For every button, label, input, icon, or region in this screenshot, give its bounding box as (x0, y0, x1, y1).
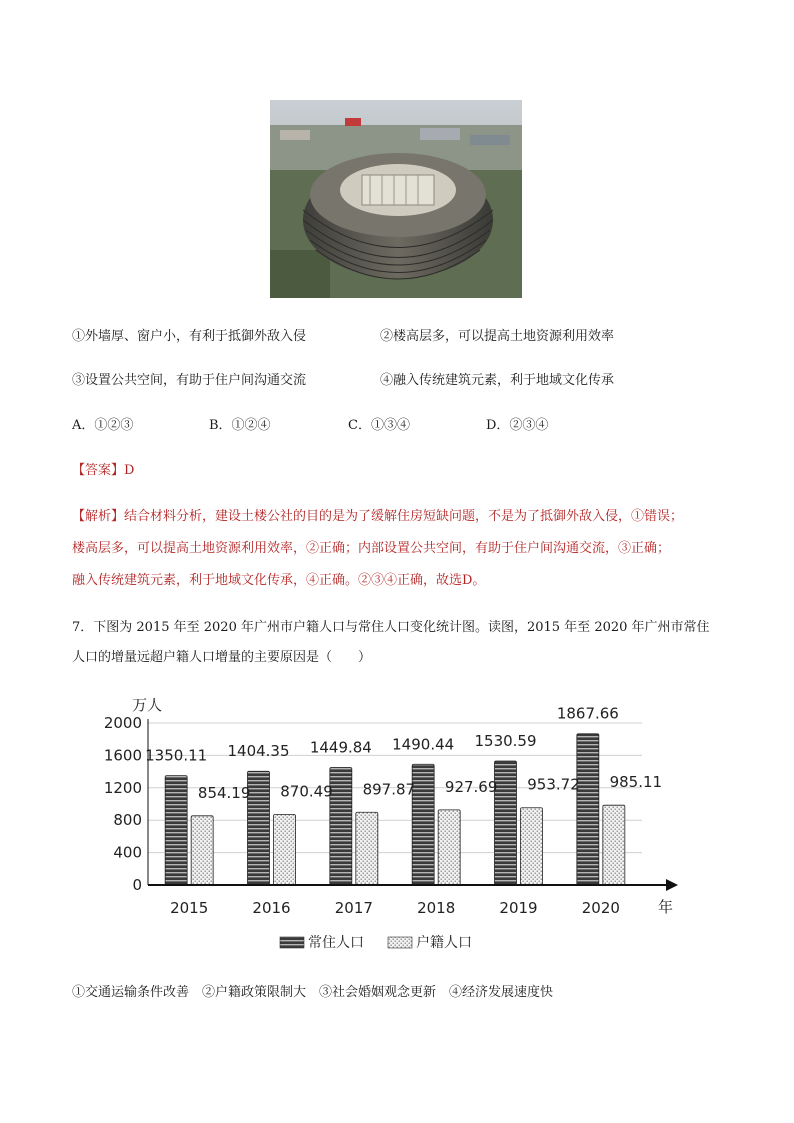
data-label-resident: 1490.44 (392, 735, 455, 754)
analysis-line-1 (72, 507, 683, 527)
chart-svg (100, 690, 700, 960)
bar-registered (191, 816, 213, 885)
y-tick-label: 400 (113, 843, 142, 862)
bar-registered (356, 812, 378, 885)
answer-label: 【答案】 (72, 463, 125, 478)
x-axis-arrow (666, 879, 678, 891)
y-axis-title: 万人 (132, 696, 163, 714)
x-tick-label: 2020 (581, 899, 620, 917)
data-label-resident: 1449.84 (309, 738, 372, 757)
bar-resident (577, 734, 599, 885)
question-7-line-1: 7．下图为 2015 年至 2020 年广州市户籍人口与常住人口变化统计图。读图，2015 年至 2020 年广州市常住 (72, 620, 710, 635)
data-label-resident: 1867.66 (556, 704, 619, 723)
data-label-registered: 897.87 (362, 780, 416, 799)
legend-swatch-registered (388, 937, 412, 948)
y-tick-label: 2000 (103, 714, 142, 732)
analysis-line-2: 楼高层多，可以提高土地资源利用效率，②正确；内部设置公共空间，有助于住户间沟通交流，③正确； (72, 541, 671, 556)
bar-resident (495, 761, 517, 885)
bar-resident (330, 768, 352, 885)
option-4: ④融入传统建筑元素，利于地域文化传承 (380, 373, 615, 388)
bar-registered (603, 805, 625, 885)
analysis-label: 【解析】 (72, 509, 125, 524)
data-label-registered: 870.49 (280, 782, 333, 801)
question-7-line-2: 人口的增量远超户籍人口增量的主要原因是（ ） (72, 650, 372, 665)
legend-swatch-resident (280, 937, 304, 948)
y-tick-label: 800 (113, 811, 142, 830)
x-tick-label: 2017 (334, 899, 373, 917)
x-tick-label: 2016 (252, 899, 291, 917)
analysis-line-3: 融入传统建筑元素，利于地域文化传承，④正确。②③④正确，故选D。 (72, 573, 486, 588)
legend-label-resident: 常住人口 (308, 935, 364, 951)
choice-c[interactable]: C．①③④ (348, 418, 410, 433)
y-tick-label: 1600 (103, 746, 142, 765)
population-bar-chart (100, 690, 700, 960)
option-3: ③设置公共空间，有助于住户间沟通交流 (72, 373, 307, 388)
choice-a[interactable]: A．①②③ (72, 418, 134, 433)
answer (72, 461, 134, 481)
data-label-registered: 927.69 (444, 777, 498, 796)
bar-registered (438, 810, 460, 885)
choice-d[interactable]: D．②③④ (486, 418, 549, 433)
bar-resident (165, 776, 187, 885)
x-tick-label: 2018 (417, 899, 456, 917)
bar-resident (248, 771, 270, 885)
data-label-registered: 854.19 (197, 783, 251, 802)
legend-label-registered: 户籍人口 (416, 935, 472, 951)
legend (280, 934, 472, 951)
x-axis-unit: 年 (658, 898, 674, 916)
y-tick-label: 0 (132, 876, 142, 894)
bar-resident (412, 764, 434, 885)
x-tick-label: 2019 (499, 899, 538, 917)
data-label-resident: 1404.35 (227, 742, 290, 761)
x-tick-label: 2015 (170, 899, 209, 917)
option-1: ①外墙厚、窗户小，有利于抵御外敌入侵 (72, 329, 307, 344)
option-2: ②楼高层多，可以提高土地资源利用效率 (380, 329, 615, 344)
building-photo-icon (270, 100, 522, 298)
data-label-registered: 953.72 (527, 775, 580, 794)
question-7-options: ①交通运输条件改善 ②户籍政策限制大 ③社会婚姻观念更新 ④经济发展速度快 (72, 985, 554, 1000)
data-label-resident: 1350.11 (145, 746, 208, 765)
answer-value: D (124, 463, 135, 478)
analysis-text-1: 结合材料分析，建设土楼公社的目的是为了缓解住房短缺问题，不是为了抵御外敌入侵，①错误； (124, 509, 684, 524)
data-label-registered: 985.11 (609, 773, 663, 792)
data-label-resident: 1530.59 (474, 732, 537, 751)
bar-registered (274, 814, 296, 885)
bar-registered (521, 808, 543, 885)
y-tick-label: 1200 (103, 778, 142, 797)
choice-b[interactable]: B．①②④ (209, 418, 271, 433)
